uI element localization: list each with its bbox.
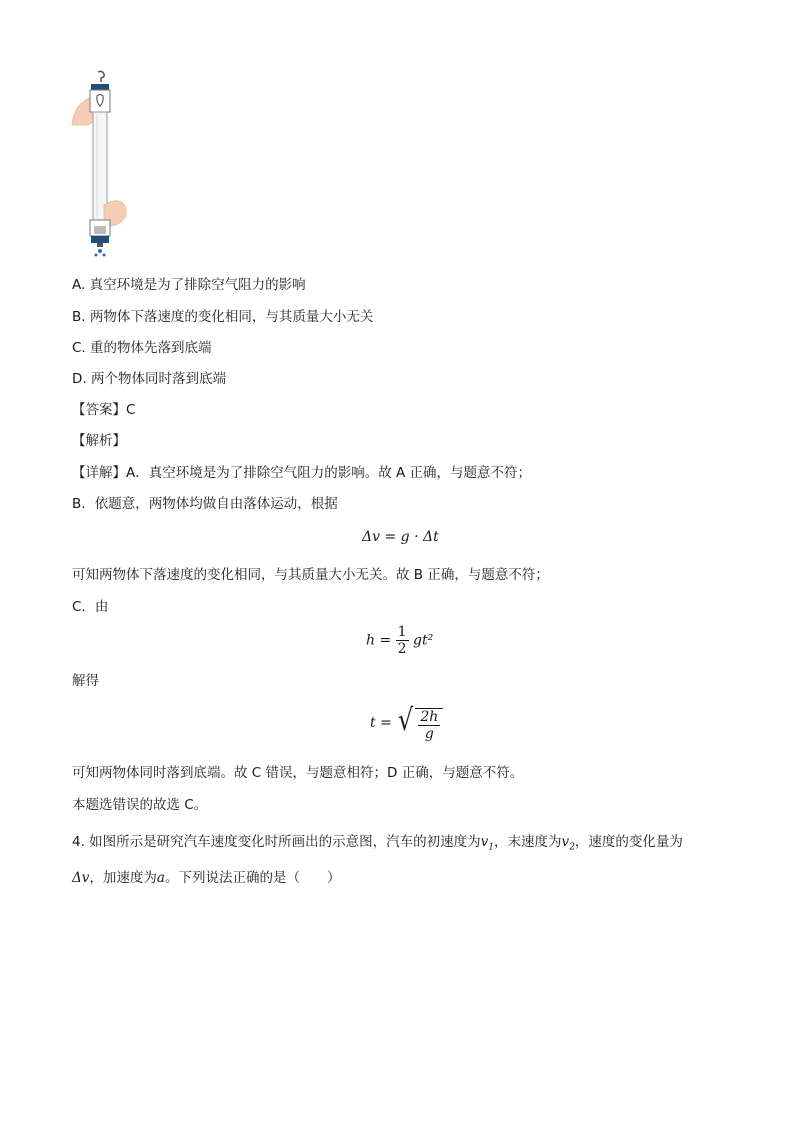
analysis-label: 【解析】 [72,433,126,449]
symbol-v2 [561,834,575,853]
fraction-numerator: 2h [420,709,439,725]
fraction-denominator: 2 [397,641,407,657]
square-root [396,704,443,742]
answer-label: 【答案】 [72,402,126,418]
radicand [415,708,443,742]
solve-label: 解得 [72,673,99,689]
radical-sign-icon: √ [398,703,414,738]
bottom-cap-icon [90,220,110,257]
question-4-line-1 [72,833,683,857]
q4-text-3: ，速度的变化量为 [574,834,683,850]
vacuum-tube-figure [70,70,130,260]
q4-text-4: ，加速度为 [89,870,157,886]
formula-height-rhs: gt² [413,632,434,649]
formula-height-lhs: h = [366,632,396,649]
detail-line-b: B．依题意，两物体均做自由落体运动，根据 [72,496,338,512]
detail-line-a: 【详解】A．真空环境是为了排除空气阻力的影响。故 A 正确，与题意不符； [72,465,532,481]
detail-line-c2: 可知两物体同时落到底端。故 C 错误，与题意相符；D 正确，与题意不符。 [72,765,524,781]
symbol-a: a [156,870,165,886]
symbol-v: v [480,834,489,850]
fraction-denominator: g [424,726,434,742]
formula-delta-v: Δv = g · Δt [362,529,439,545]
formula-height [366,624,433,657]
q4-text-2: ，末速度为 [494,834,562,850]
symbol-delta-v: Δv [72,870,90,886]
option-a: A. 真空环境是为了排除空气阻力的影响 [72,277,306,293]
option-b: B. 两物体下落速度的变化相同，与其质量大小无关 [72,309,374,325]
subscript-2: 2 [569,842,575,853]
subscript-1: 1 [488,842,495,853]
answer-value: C [126,402,136,418]
symbol-v: v [561,834,570,850]
top-cap-icon [90,84,110,112]
answer-line [72,401,135,419]
question-4-line-2 [72,869,340,887]
q4-text-1: 4. 如图所示是研究汽车速度变化时所画出的示意图，汽车的初速度为 [72,834,481,850]
option-c: C. 重的物体先落到底端 [72,340,212,356]
symbol-v1 [480,834,495,853]
glass-tube-icon [93,112,107,220]
fraction-2h-over-g [418,709,440,742]
conclusion: 本题选错误的故选 C。 [72,797,208,813]
top-hook-icon [98,71,104,82]
q4-text-5: 。下列说法正确的是（ ） [164,870,341,886]
fraction-one-half [396,624,409,657]
detail-line-b2: 可知两物体下落速度的变化相同，与其质量大小无关。故 B 正确，与题意不符； [72,567,549,583]
option-d: D. 两个物体同时落到底端 [72,371,226,387]
formula-time-lhs: t = [370,715,397,731]
fraction-numerator: 1 [397,624,407,640]
formula-time [370,704,443,742]
detail-line-c: C．由 [72,599,109,615]
